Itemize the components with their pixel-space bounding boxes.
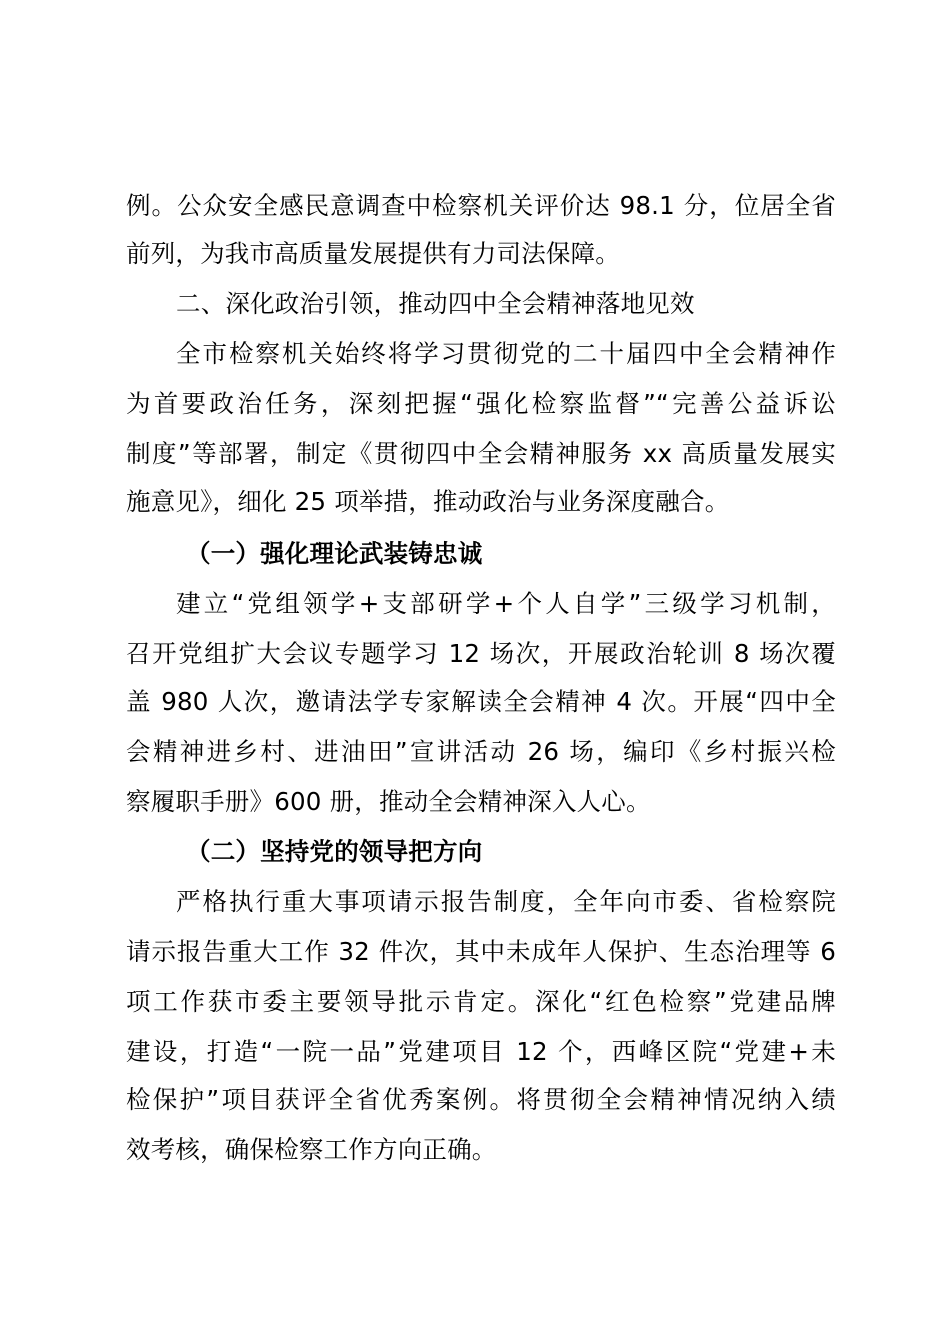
body-text-line: 盖 980 人次，邀请法学专家解读全会精神 4 次。开展“四中全 bbox=[126, 687, 836, 716]
body-text-line: 制度”等部署，制定《贯彻四中全会精神服务 xx 高质量发展实 bbox=[126, 439, 836, 468]
body-text-line: 项工作获市委主要领导批示肯定。深化“红色检察”党建品牌 bbox=[126, 987, 836, 1016]
body-text-line: 召开党组扩大会议专题学习 12 场次，开展政治轮训 8 场次覆 bbox=[126, 639, 836, 668]
body-text-line: 例。公众安全感民意调查中检察机关评价达 98.1 分，位居全省 bbox=[126, 191, 836, 220]
body-text-line: 请示报告重大工作 32 件次，其中未成年人保护、生态治理等 6 bbox=[126, 937, 836, 966]
body-text-line: 为首要政治任务，深刻把握“强化检察监督”“完善公益诉讼 bbox=[126, 389, 836, 418]
sub-heading: （二）坚持党的领导把方向 bbox=[186, 837, 483, 866]
body-text-line: 前列，为我市高质量发展提供有力司法保障。 bbox=[126, 239, 620, 268]
sub-heading: （一）强化理论武装铸忠诚 bbox=[186, 539, 483, 568]
section-heading: 二、深化政治引领，推动四中全会精神落地见效 bbox=[176, 289, 695, 318]
body-text-line: 全市检察机关始终将学习贯彻党的二十届四中全会精神作 bbox=[176, 339, 836, 368]
body-text-line: 严格执行重大事项请示报告制度，全年向市委、省检察院 bbox=[176, 887, 836, 916]
body-text-line: 建立“党组领学+支部研学+个人自学”三级学习机制， bbox=[176, 589, 836, 618]
body-text-line: 建设，打造“一院一品”党建项目 12 个，西峰区院“党建+未 bbox=[126, 1037, 836, 1066]
body-text-line: 会精神进乡村、进油田”宣讲活动 26 场，编印《乡村振兴检 bbox=[126, 737, 836, 766]
body-text-line: 施意见》，细化 25 项举措，推动政治与业务深度融合。 bbox=[126, 487, 730, 516]
body-text-line: 效考核，确保检察工作方向正确。 bbox=[126, 1135, 497, 1164]
body-text-line: 察履职手册》600 册，推动全会精神深入人心。 bbox=[126, 787, 651, 816]
body-text-line: 检保护”项目获评全省优秀案例。将贯彻全会精神情况纳入绩 bbox=[126, 1085, 836, 1114]
